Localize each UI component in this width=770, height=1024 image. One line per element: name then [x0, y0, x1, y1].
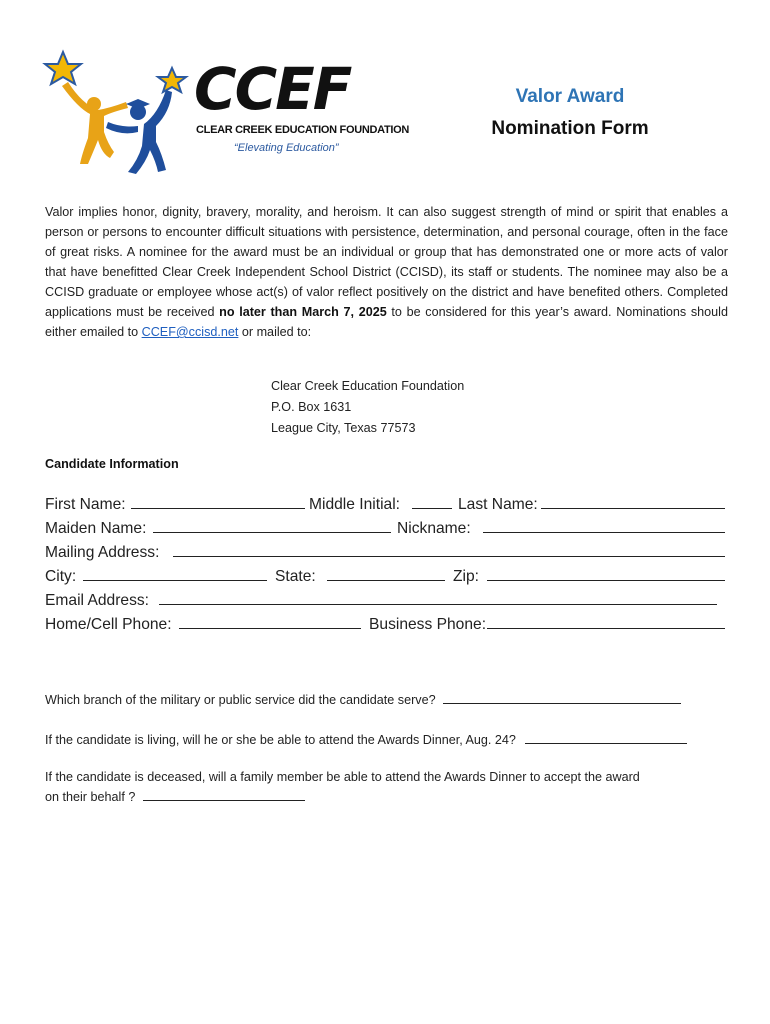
deceased-question: [45, 767, 640, 807]
left-star-icon: [45, 52, 81, 84]
name-row: [45, 493, 735, 517]
email-label: Email Address:: [45, 592, 150, 609]
logo-figures-graphic: [38, 46, 198, 178]
mailing-address-field[interactable]: [173, 541, 725, 557]
city-row: [45, 565, 735, 589]
address-line-3: League City, Texas 77573: [271, 421, 416, 435]
maiden-row: [45, 517, 735, 541]
zip-label: Zip:: [453, 568, 479, 585]
email-row: [45, 589, 735, 613]
logo-org-name: CLEAR CREEK EDUCATION FOUNDATION: [196, 124, 410, 136]
home-phone-field[interactable]: [179, 613, 361, 629]
award-title: Valor Award: [515, 86, 625, 107]
business-phone-label: Business Phone:: [369, 616, 487, 633]
mailing-row: [45, 541, 735, 565]
ccef-logo: [38, 46, 410, 178]
email-field[interactable]: [159, 589, 717, 605]
business-phone-field[interactable]: [487, 613, 725, 629]
nickname-label: Nickname:: [397, 520, 471, 537]
zip-field[interactable]: [487, 565, 725, 581]
middle-initial-field[interactable]: [412, 493, 452, 509]
grad-cap-icon: [126, 99, 150, 109]
branch-question-text: Which branch of the military or public service did the candidate serve?: [45, 693, 436, 707]
form-title: Nomination Form: [491, 118, 649, 139]
deceased-answer-field[interactable]: [143, 788, 305, 801]
deceased-question-line-2: on their behalf ?: [45, 790, 136, 804]
middle-initial-label: Middle Initial:: [309, 496, 401, 513]
maiden-name-label: Maiden Name:: [45, 520, 147, 537]
first-name-label: First Name:: [45, 496, 126, 513]
phone-row: [45, 613, 735, 637]
last-name-label: Last Name:: [458, 496, 538, 513]
intro-text-3: or mailed to:: [238, 325, 312, 339]
mailing-address-block: [271, 376, 464, 439]
mailing-address-label: Mailing Address:: [45, 544, 160, 561]
candidate-fields: [45, 493, 735, 637]
email-link[interactable]: CCEF@ccisd.net: [141, 325, 239, 339]
living-answer-field[interactable]: [525, 731, 687, 744]
logo-wordmark: CCEF: [194, 55, 351, 123]
home-phone-label: Home/Cell Phone:: [45, 616, 172, 633]
intro-text-1: Valor implies honor, dignity, bravery, morality, and heroism. It can also suggest strength of mind or spirit that enables a person or persons to encounter difficult situations with persistence, determination, and personal courage, often in the face of great risks. A nominee for the award must be an individual or group that has demonstrated one or more acts of valor that have benefitted Clear Creek Independent School District (CCISD), its staff or students. The nominee may also be a CCISD graduate or employee whose act(s) of valor reflect positively on the district and have benefited others. Completed applications must be received: [45, 205, 728, 319]
address-line-2: P.O. Box 1631: [271, 400, 352, 414]
first-name-field[interactable]: [131, 493, 305, 509]
right-star-icon: [158, 68, 186, 92]
address-line-1: Clear Creek Education Foundation: [271, 379, 465, 393]
branch-question: [45, 690, 681, 710]
intro-text-2: to be considered for this year’s award. Nominations should either emailed to: [45, 305, 728, 339]
gold-figure-body: [62, 82, 128, 164]
last-name-field[interactable]: [541, 493, 725, 509]
living-question: [45, 730, 687, 750]
logo-tagline: “Elevating Education”: [234, 142, 339, 154]
city-label: City:: [45, 568, 77, 585]
state-field[interactable]: [327, 565, 445, 581]
branch-answer-field[interactable]: [443, 691, 681, 704]
deadline-text: no later than March 7, 2025: [219, 305, 387, 319]
nickname-field[interactable]: [483, 517, 725, 533]
deceased-question-line-1: If the candidate is deceased, will a family member be able to attend the Awards Dinner to accept the award: [45, 770, 640, 784]
living-question-text: If the candidate is living, will he or she be able to attend the Awards Dinner, Aug. 24?: [45, 733, 516, 747]
maiden-name-field[interactable]: [153, 517, 391, 533]
candidate-info-heading: Candidate Information: [45, 457, 179, 471]
city-field[interactable]: [83, 565, 267, 581]
state-label: State:: [275, 568, 316, 585]
intro-paragraph: [45, 202, 728, 342]
